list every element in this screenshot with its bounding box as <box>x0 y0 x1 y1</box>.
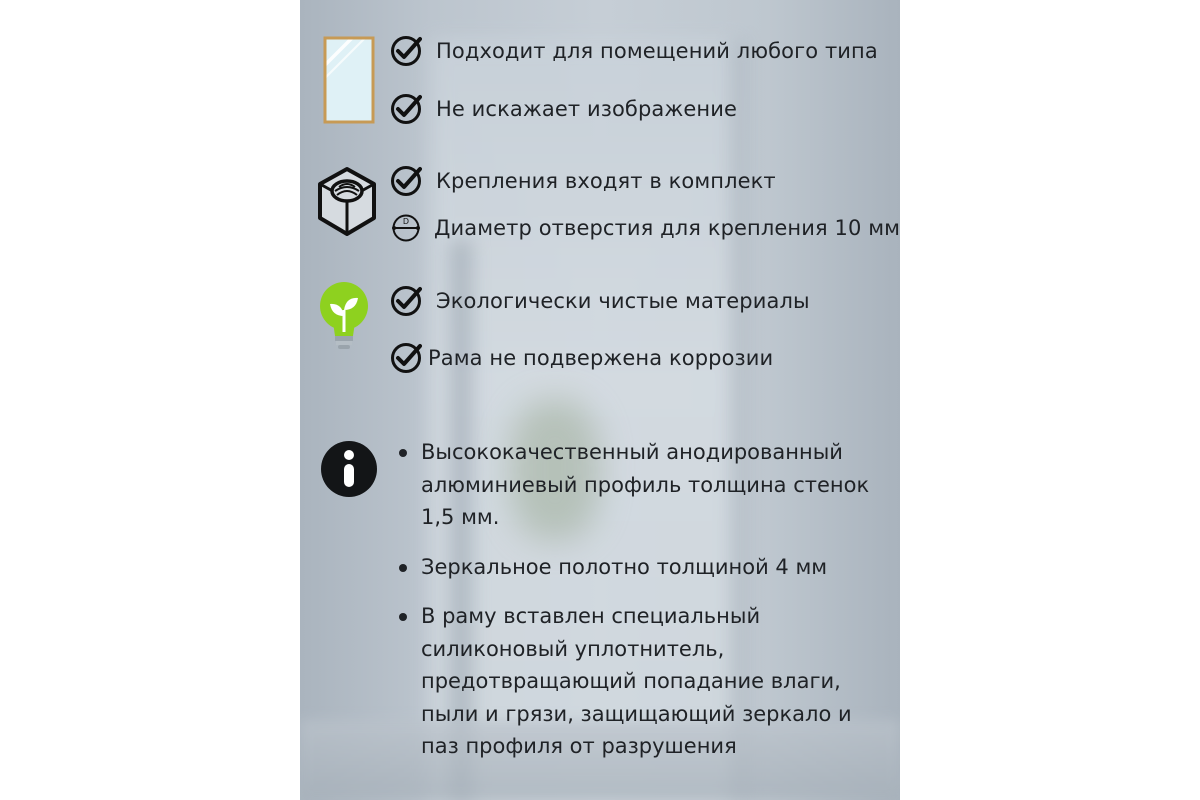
feature-no-corrosion <box>390 342 773 374</box>
feature-eco-materials <box>390 285 810 317</box>
hex-nut-icon <box>316 166 378 244</box>
product-details-list <box>395 436 875 780</box>
feature-label: Подходит для помещений любого типа <box>436 39 878 63</box>
check-icon <box>390 285 422 317</box>
feature-label: Диаметр отверстия для крепления 10 мм <box>434 216 901 240</box>
mirror-frame-icon <box>322 35 376 129</box>
feature-label: Не искажает изображение <box>436 97 737 121</box>
feature-room-types <box>390 35 878 67</box>
list-item: Зеркальное полотно толщиной 4 мм <box>395 551 875 584</box>
diameter-icon <box>390 212 422 244</box>
check-icon <box>390 35 422 67</box>
info-icon <box>320 440 378 502</box>
feature-label: Экологически чистые материалы <box>436 289 810 313</box>
eco-lightbulb-icon <box>318 280 370 358</box>
check-icon <box>390 165 422 197</box>
feature-fasteners-included <box>390 165 776 197</box>
list-item: В раму вставлен специальный силиконовый уплотнитель, предотвращающий попадание влаги, пыли и грязи, защищающий зеркало и паз профиля от разрушения <box>395 600 875 763</box>
list-item: Высококачественный анодированный алюминиевый профиль толщина стенок 1,5 мм. <box>395 436 875 534</box>
feature-hole-diameter <box>390 212 900 244</box>
feature-no-distortion <box>390 93 737 125</box>
check-icon <box>390 93 422 125</box>
svg-text:D: D <box>402 217 410 226</box>
check-icon <box>390 342 422 374</box>
feature-label: Крепления входят в комплект <box>436 169 776 193</box>
feature-label: Рама не подвержена коррозии <box>428 346 774 370</box>
